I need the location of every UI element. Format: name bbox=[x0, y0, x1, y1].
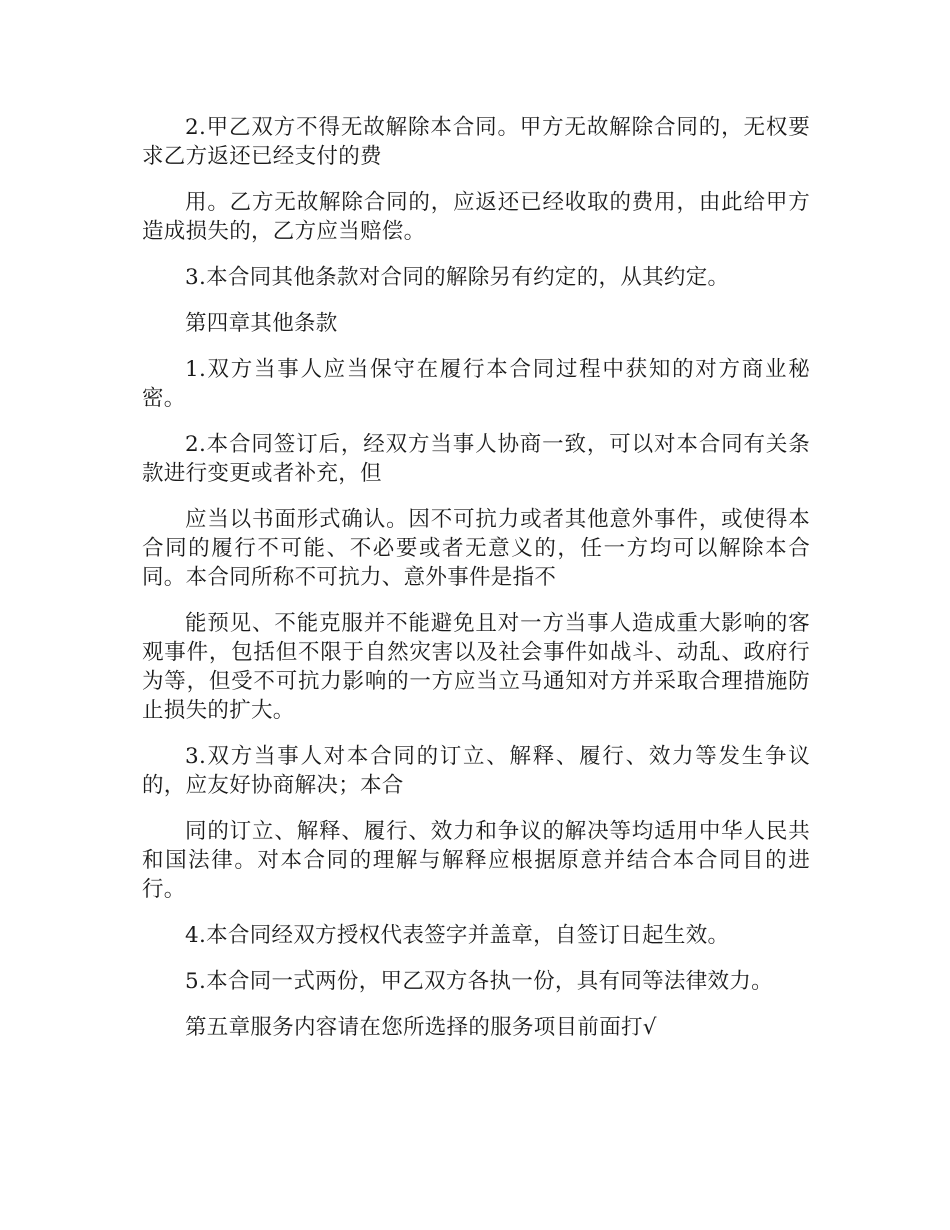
paragraph-other-clause-4: 4.本合同经双方授权代表签字并盖章，自签订日起生效。 bbox=[185, 923, 730, 948]
paragraph-other-clause-1: 1.双方当事人应当保守在履行本合同过程中获知的对方商业秘密。 bbox=[142, 357, 810, 411]
paragraph-other-clause-3-cont: 同的订立、解释、履行、效力和争议的解决等均适用中华人民共和国法律。对本合同的理解与解释应根据原意并结合本合同目的进行。 bbox=[142, 819, 810, 902]
paragraph-other-clause-5: 5.本合同一式两份，甲乙双方各执一份，具有同等法律效力。 bbox=[185, 969, 773, 994]
paragraph-force-majeure: 能预见、不能克服并不能避免且对一方当事人造成重大影响的客观事件，包括但不限于自然灾害以及社会事件如战斗、动乱、政府行为等，但受不可抗力影响的一方应当立马通知对方并采取合理措施防止损失的扩大。 bbox=[142, 611, 810, 723]
paragraph-termination-clause-3: 3.本合同其他条款对合同的解除另有约定的，从其约定。 bbox=[185, 265, 730, 290]
chapter-4-heading: 第四章其他条款 bbox=[185, 311, 338, 336]
paragraph-other-clause-2-cont: 应当以书面形式确认。因不可抗力或者其他意外事件，或使得本合同的履行不可能、不必要或者无意义的，任一方均可以解除本合同。本合同所称不可抗力、意外事件是指不 bbox=[142, 507, 810, 590]
paragraph-termination-clause-2: 2.甲乙双方不得无故解除本合同。甲方无故解除合同的，无权要求乙方返还已经支付的费 bbox=[142, 115, 810, 169]
paragraph-termination-clause-2-cont: 用。乙方无故解除合同的，应返还已经收取的费用，由此给甲方造成损失的，乙方应当赔偿。 bbox=[142, 190, 810, 244]
paragraph-other-clause-3: 3.双方当事人对本合同的订立、解释、履行、效力等发生争议的，应友好协商解决；本合 bbox=[142, 744, 810, 798]
paragraph-other-clause-2: 2.本合同签订后，经双方当事人协商一致，可以对本合同有关条款进行变更或者补充，但 bbox=[142, 432, 810, 486]
document-page bbox=[142, 113, 810, 1059]
chapter-5-heading: 第五章服务内容请在您所选择的服务项目前面打√ bbox=[185, 1015, 657, 1040]
